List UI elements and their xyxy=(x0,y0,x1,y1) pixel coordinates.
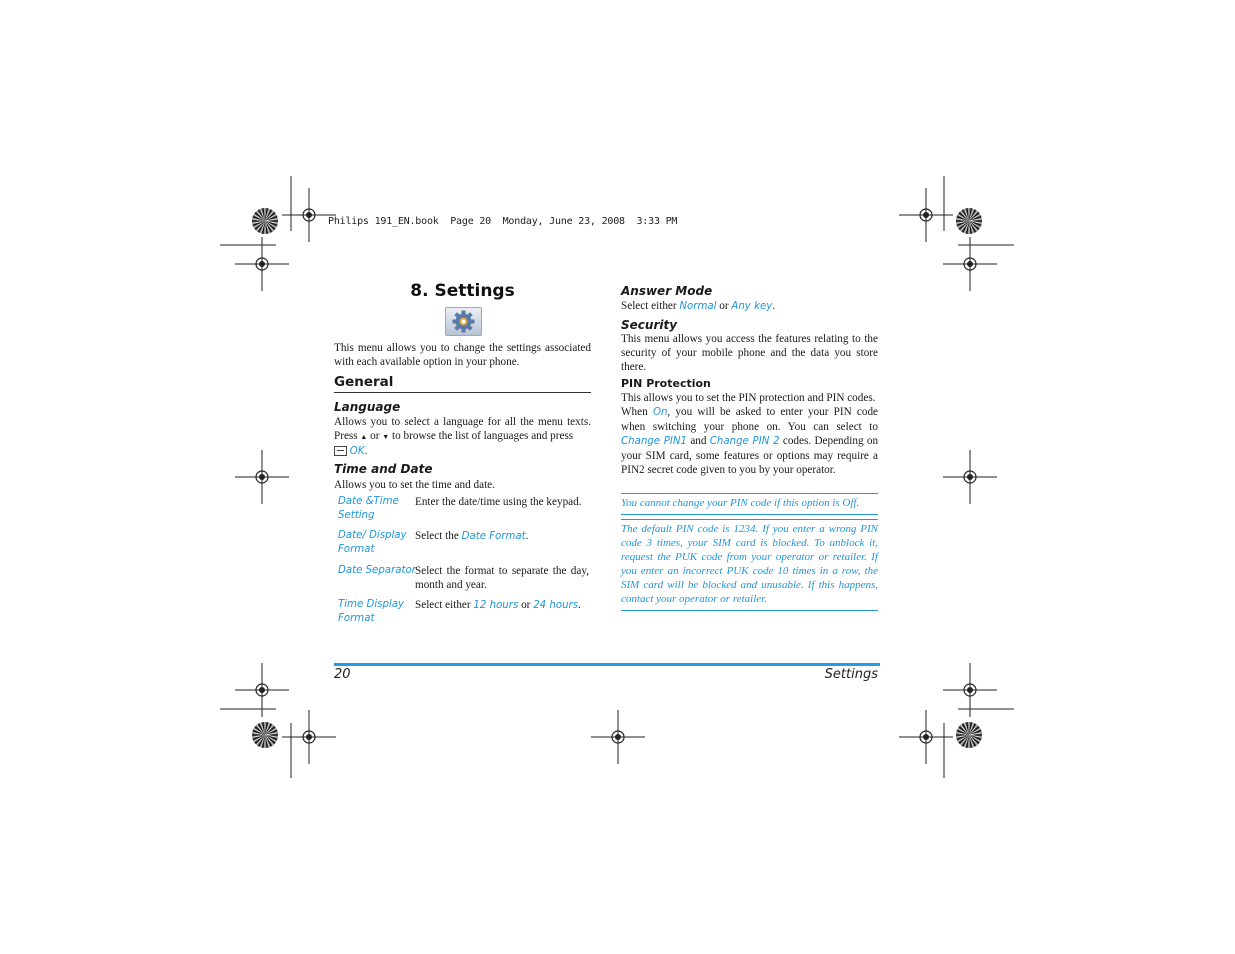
page-number: 20 xyxy=(334,667,351,682)
ok-label: OK xyxy=(349,446,365,457)
row-key-time-display-format: Time Display Format xyxy=(338,599,405,624)
answer-mode-heading: Answer Mode xyxy=(621,284,713,298)
page-title: 8. Settings xyxy=(410,281,515,301)
footer-bar xyxy=(334,663,880,666)
pin-note-1: You cannot change your PIN code if this option is Off. xyxy=(621,497,860,509)
row-val-date-display-format: Select the Date Format. xyxy=(415,530,529,542)
starburst-target-icon xyxy=(956,722,982,748)
row-val-time-display-format: Select either 12 hours or 24 hours. xyxy=(415,599,581,611)
starburst-target-icon xyxy=(956,208,982,234)
row-key-date-time-setting: Date &Time Setting xyxy=(338,496,399,521)
language-heading: Language xyxy=(334,400,401,414)
note-rule-bottom-2 xyxy=(621,610,878,611)
security-heading: Security xyxy=(621,318,678,332)
intro-text: This menu allows you to change the settings associated with each available option in your phone. xyxy=(334,342,591,368)
up-arrow-icon: ▲ xyxy=(360,433,368,441)
starburst-target-icon xyxy=(252,208,278,234)
down-arrow-icon: ▼ xyxy=(382,433,390,441)
row-val-date-time-setting: Enter the date/time using the keypad. xyxy=(415,496,582,508)
pin-protection-text: This allows you to set the PIN protection and PIN codes. When On, you will be asked to enter your PIN code when switching your phone on. You can select to Change PIN1 and Change PIN 2 codes. Depending on your SIM card, some features or options may require a PIN2 secret code given to you by your operator. xyxy=(621,392,879,476)
language-text: Allows you to select a language for all the menu texts. Press ▲ or ▼ to browse the list of languages and press OK. xyxy=(334,416,591,457)
note-rule-top-2 xyxy=(621,519,878,520)
footer-section: Settings xyxy=(824,667,878,682)
time-date-heading: Time and Date xyxy=(334,462,433,476)
row-key-date-separator: Date Separator xyxy=(338,565,416,576)
note-rule-bottom-1 xyxy=(621,514,878,515)
settings-gear-icon xyxy=(445,307,482,336)
time-date-text: Allows you to set the time and date. xyxy=(334,479,495,491)
row-key-date-display-format: Date/ Display Format xyxy=(338,530,407,555)
general-heading: General xyxy=(334,374,591,393)
starburst-target-icon xyxy=(252,722,278,748)
header-stamp: Philips 191_EN.book Page 20 Monday, June 23, 2008 3:33 PM xyxy=(328,216,678,227)
security-text: This menu allows you access the features relating to the security of your mobile phone and the data you store there. xyxy=(621,333,878,373)
pin-note-2: The default PIN code is 1234. If you enter a wrong PIN code 3 times, your SIM card is blocked. To unblock it, request the PUK code from your operator or retailer. If you enter an incorrect PUK code 10 times in a row, the SIM card will be blocked and unusable. If this happens, contact your operator or retailer. xyxy=(621,523,878,605)
pin-protection-heading: PIN Protection xyxy=(621,377,711,390)
softkey-icon xyxy=(334,446,347,456)
answer-mode-text: Select either Normal or Any key. xyxy=(621,300,776,312)
row-val-date-separator: Select the format to separate the day, month and year. xyxy=(415,565,589,591)
note-rule-top-1 xyxy=(621,493,878,494)
